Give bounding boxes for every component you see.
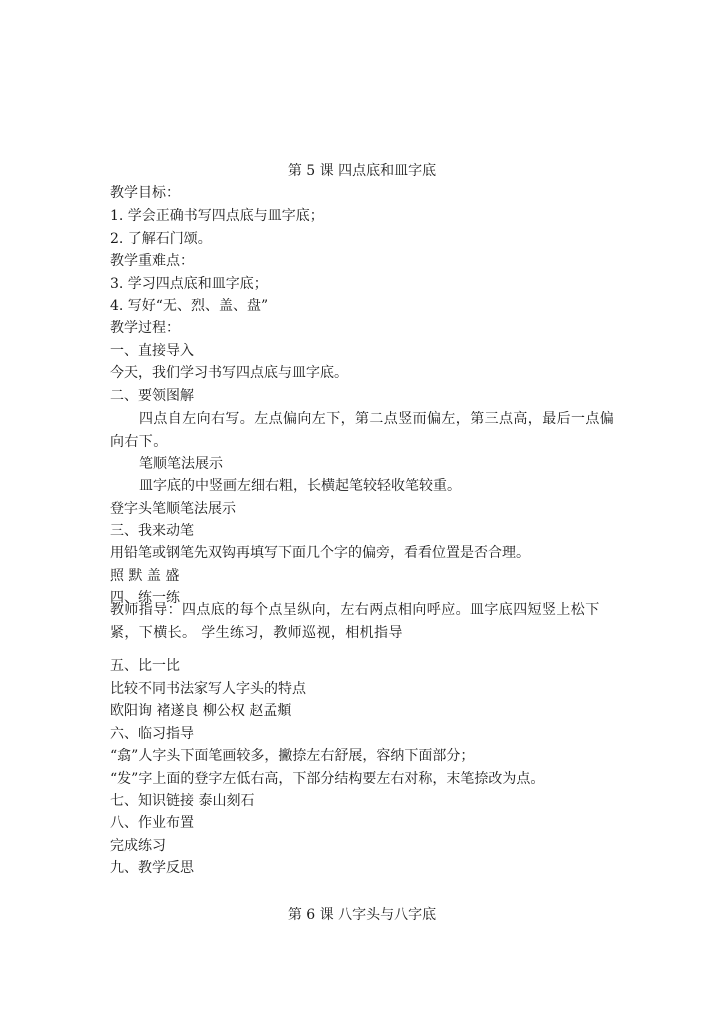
xi-character-note: “翕”人字头下面笔画较多，撇捺左右舒展，容纳下面部分； [110,748,475,764]
teaching-goals-heading: 教学目标： [110,185,180,201]
section-9-heading: 九、教学反思 [110,860,194,876]
section-2-heading: 二、要领图解 [110,388,194,404]
section-1-heading: 一、直接导入 [110,343,194,359]
fa-character-note: “发”字上面的登字左低右高，下部分结构要左右对称，末笔捺改为点。 [110,771,545,787]
stroke-explanation-paragraph: 四点自左向右写。左点偏向左下，第二点竖而偏左，第三点高，最后一点偏向右下。 [110,411,615,450]
key-point-item-3: 3. 学习四点底和皿字底； [110,276,268,292]
compare-description: 比较不同书法家写人字头的特点 [110,681,306,697]
goal-item-2: 2. 了解石门颂。 [110,231,212,247]
section-8-heading: 八、作业布置 [110,815,194,831]
calligraphers-list: 欧阳询 褚遂良 柳公权 赵孟頫 [110,703,292,719]
teacher-guidance-paragraph: 教师指导：四点底的每个点呈纵向，左右两点相向呼应。皿字底四短竖上松下紧，下横长。 学生练习，教师巡视，相机指导 [110,602,600,641]
intro-text: 今天，我们学习书写四点底与皿字底。 [110,365,348,381]
key-points-heading: 教学重难点： [110,253,194,269]
section-6-heading: 六、临习指导 [110,726,194,742]
stroke-demo-label: 笔顺笔法展示 [139,456,223,472]
section-5-heading: 五、比一比 [110,658,180,674]
key-point-item-4: 4. 写好“无、烈、盖、盘” [110,298,269,314]
section-3-heading: 三、我来动笔 [110,523,194,539]
section-7-heading: 七、知识链接 泰山刻石 [110,793,255,809]
teaching-process-heading: 教学过程： [110,320,180,336]
homework-text: 完成练习 [110,838,166,854]
deng-top-demo-label: 登字头笔顺笔法展示 [110,501,236,517]
lesson6-title: 第 6 课 八字头与八字底 [287,907,437,923]
lesson5-title: 第 5 课 四点底和皿字底 [287,163,437,179]
section-4-heading: 四、练一练 [110,590,180,606]
practice-instruction: 用铅笔或钢笔先双钩再填写下面几个字的偏旁，看看位置是否合理。 [110,545,530,561]
min-bottom-description: 皿字底的中竖画左细右粗，长横起笔较轻收笔较重。 [139,478,461,494]
goal-item-1: 1. 学会正确书写四点底与皿字底； [110,208,324,224]
practice-characters: 照 默 盖 盛 [110,568,180,584]
